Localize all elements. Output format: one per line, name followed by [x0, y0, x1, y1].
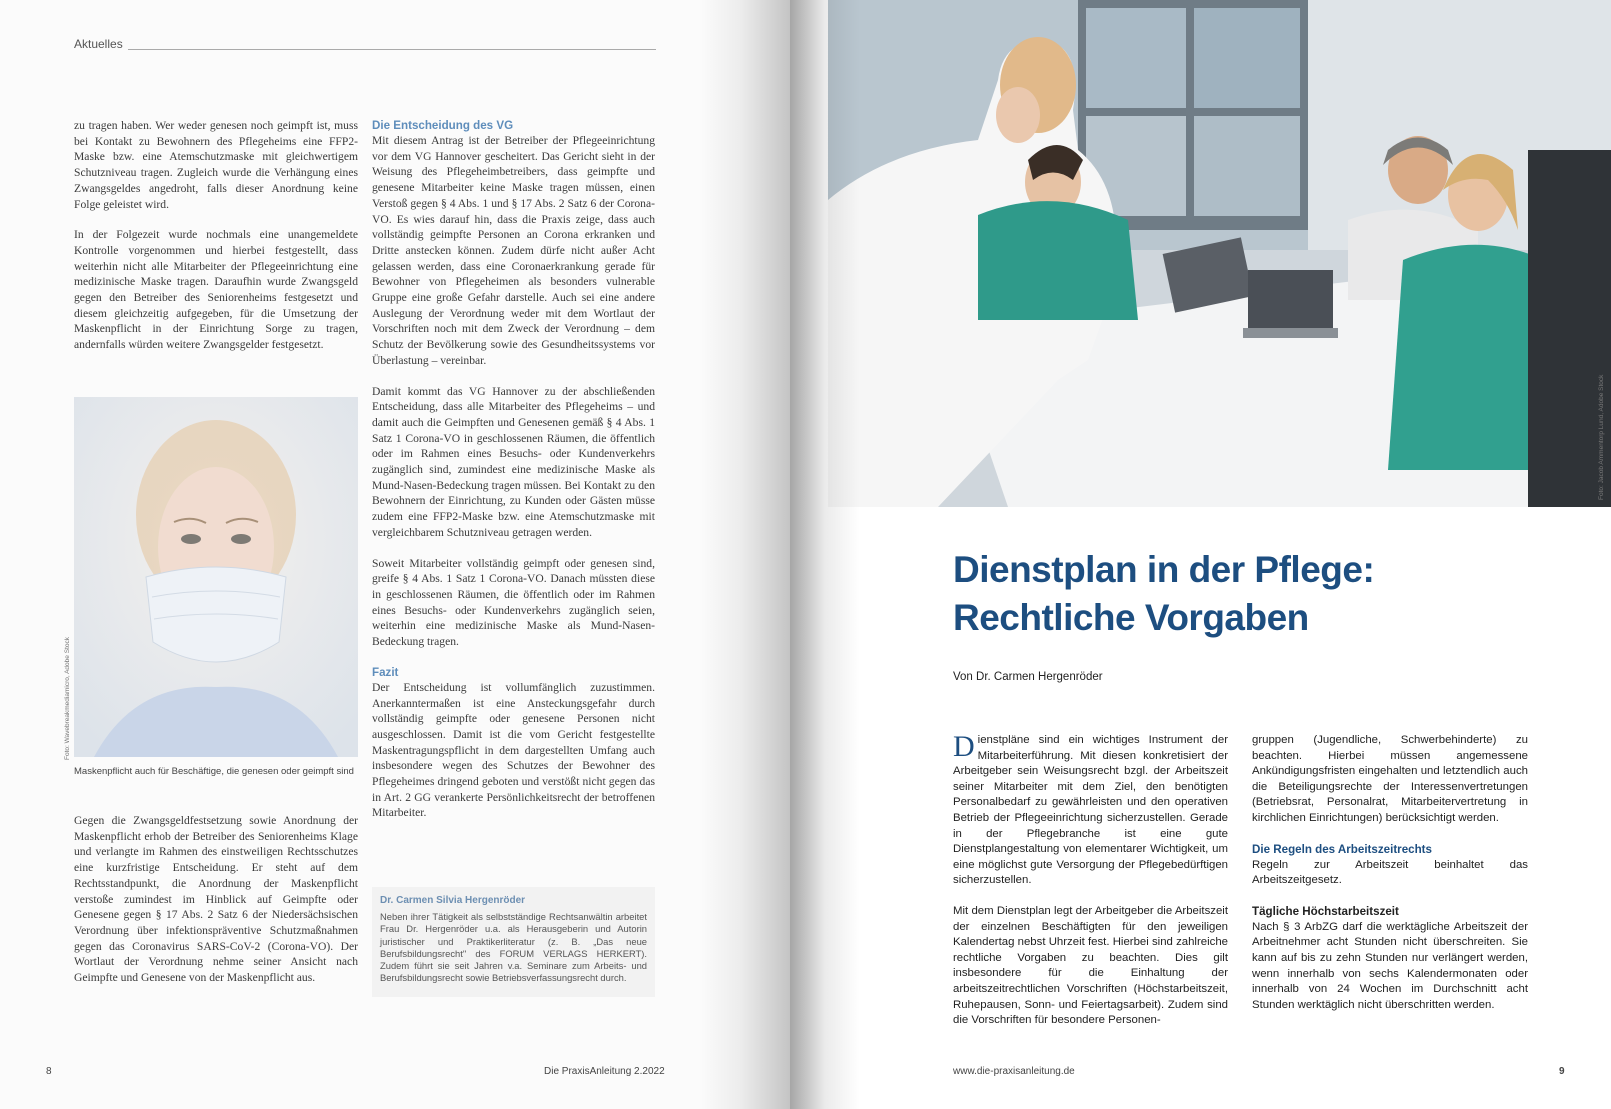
paragraph: Der Entscheidung ist vollumfänglich zuzustimmen. Anerkanntermaßen ist eine Ansteckungsgefahr durch vollständig geimpfte oder genesene Personen nicht ausgeschlossen. Damit ist die vom Gericht festgestellte Maskentragungspflicht in dem dargestellten Umfang auch insbesondere wegen des Schutzes der Bewohner des Pflegeheimes dringend geboten und verstößt nicht gegen das in Art. 2 GG verankerte Persönlichkeitsrecht der betroffenen Mitarbeiter.	[372, 680, 655, 820]
paragraph: zu tragen haben. Wer weder genesen noch geimpft ist, muss bei Kontakt zu Bewohnern des Pflegeheims eine FFP2-Maske bzw. eine Atemschutzmaske mit gleichwertigem Schutzniveau tragen. Zugleich wurde die Verhängung eines Zwangsgeldes angedroht, falls dieser Anordnung keine Folge geleistet wird.	[74, 119, 358, 211]
left-column-1-bottom	[74, 813, 358, 1001]
subheading: Die Entscheidung des VG	[372, 119, 514, 132]
subheading: Fazit	[372, 665, 399, 679]
subheading: Tägliche Höchstarbeitszeit	[1252, 904, 1399, 918]
paragraph: In der Folgezeit wurde nochmals eine unangemeldete Kontrolle vorgenommen und hierbei festgestellt, dass weiterhin nicht alle Mitarbeiter der Pflegeeinrichtung eine medizinische Maske tragen. Daraufhin wurde Zwangsgeld gegen den Betreiber des Seniorenheims festgesetzt und diesem gleichzeitig aufgegeben, für die Umsetzung der Maskenpflicht in der Einrichtung Sorge zu tragen, andernfalls würden weitere Zwangsgelder festgesetzt.	[74, 228, 358, 352]
article-title	[953, 546, 1374, 642]
author-bio-box	[372, 887, 655, 997]
header-rule	[128, 49, 656, 50]
subheading: Die Regeln des Arbeitszeitrechts	[1252, 842, 1432, 856]
paragraph: Damit kommt das VG Hannover zu der abschließenden Entscheidung, dass alle Mitarbeiter des Pflegeheims – und damit auch die Geimpften und Genesenen gemäß § 4 Abs. 1 Satz 1 Corona-VO in geschlossenen Räumen, die öffentlich oder im Rahmen eines Besuchs- oder Kundenverkehrs zugänglich sind, zumindest eine medizinische Maske als Mund-Nasen-Bedeckung tragen müssen. Bei Kontakt zu den Bewohnern der Einrichtung, zu Kunden oder Gästen müsse zudem eine FFP2-Maske bzw. eine Atemschutzmaske mit vergleichbarem Schutzniveau getragen werden.	[372, 384, 655, 539]
author-bio-text: Neben ihrer Tätigkeit als selbstständige Rechtsanwältin arbeitet Frau Dr. Hergenröder u.a. als Herausgeberin und Autorin juristischer und Praktikerliteratur (z. B. „Das neue Berufsbildungsrecht" des FORUM VERLAGS HERKERT). Zudem führt sie seit Jahren v.a. Seminare zum Arbeits- und Berufsbildungsrecht sowie Betriebsverfassungsrecht durch.	[380, 911, 647, 984]
right-column-2	[1252, 733, 1528, 1028]
left-column-1	[74, 118, 358, 368]
paragraph: Mit dem Dienstplan legt der Arbeitgeber die Arbeitszeit der einzelnen Beschäftigten für den jeweiligen Kalendertag nebst Uhrzeit fest. Hierbei sind zahlreiche rechtliche Vorgaben zu beachten. Dies gilt insbesondere für die Einhaltung der arbeitszeitrechtlichen Vorschriften (Höchstarbeitszeit, Ruhepausen, Sonn- und Feiertagsarbeit). Zudem sind die Vorschriften für besondere Personen-	[953, 904, 1228, 1027]
paragraph: Gegen die Zwangsgeldfestsetzung sowie Anordnung der Maskenpflicht erhob der Betreiber des Seniorenheims Klage und verlangte im Rahmen des einstweiligen Rechtsschutzes eine kurzfristige Entscheidung. Er steht auf dem Rechtsstandpunkt, die Anordnung der Maskenpflicht verstoße zumindest im Hinblick auf Geimpfte oder Genesene gegen § 17 Abs. 2 Satz 6 der Niedersächsischen Verordnung über infektionspräventive Schutzmaßnahmen gegen das Coronavirus SARS-CoV-2 (Corona-VO). Der Wortlaut der Verordnung nehme seiner Ansicht nach Geimpfte und Genesene von der Maskenpflicht aus.	[74, 814, 358, 985]
photo-credit: Foto: Jacob Ammentorp Lund, Adobe Stock	[1598, 374, 1605, 500]
paragraph: gruppen (Jugendliche, Schwerbehinderte) zu beachten. Hierbei müssen angemessene Ankündigungsfristen eingehalten und letztendlich auch die Beteiligungsrechte der Interessenvertretungen (Betriebsrat, Personalrat, Mitarbeitervertretung in kirchlichen Einrichtungen) berücksichtigt werden.	[1252, 734, 1528, 824]
right-column-1	[953, 730, 1228, 1044]
right-page	[790, 0, 1611, 1109]
paragraph: Regeln zur Arbeitszeit beinhaltet das Arbeitszeitgesetz.	[1252, 858, 1528, 887]
issue-label: Die PraxisAnleitung 2.2022	[544, 1066, 665, 1077]
drop-cap: D	[953, 730, 975, 763]
team-meeting-photo	[828, 0, 1611, 507]
nurse-mask-photo	[74, 397, 358, 757]
left-page	[0, 0, 790, 1109]
author-name: Dr. Carmen Silvia Hergenröder	[380, 895, 526, 906]
paragraph: Dienstpläne sind ein wichtiges Instrument der Mitarbeiterführung. Mit diesen konkretisiert der Arbeitgeber sein Weisungsrecht bzgl. der Arbeitszeit seiner Mitarbeiter mit dem Ziel, den benötigten Personalbedarf zu gewährleisten und den operativen Betrieb der Pflegeeinrichtung sicherzustellen. Gerade in der Pflegebranche ist eine gute Dienstplangestaltung von elementarer Wichtigkeit, um eine möglichst gute Versorgung der Pflegebedürftigen sicherzustellen.	[953, 730, 1228, 887]
website-link[interactable]: www.die-praxisanleitung.de	[953, 1066, 1075, 1077]
title-line-1: Dienstplan in der Pflege:	[953, 549, 1375, 590]
photo-caption: Maskenpflicht auch für Beschäftige, die genesen oder geimpft sind	[74, 766, 354, 777]
title-line-2: Rechtliche Vorgaben	[953, 597, 1309, 638]
left-column-2	[372, 118, 655, 836]
paragraph: Mit diesem Antrag ist der Betreiber der Pflegeeinrichtung vor dem VG Hannover gescheitert. Das Gericht sieht in der Weisung des Pflegeheimbetreibers, dass geimpfte und genesene Mitarbeiter keine Maske tragen müssen, einen Verstoß gegen § 4 Abs. 1 und § 17 Abs. 2 Satz 6 der Corona-VO. Es wies darauf hin, dass die Praxis zeige, dass auch vollständig geimpfte Personen an Corona erkranken und Dritte anstecken können. Zudem dürfe nicht außer Acht gelassen werden, dass eine Coronaerkrankung gerade für Bewohner von Pflegeheimen als besonders vulnerable Gruppe eine große Gefahr darstelle. Auch sei eine andere Auslegung der Verordnung weder mit dem Wortlaut der Vorschriften noch mit dem Zweck der Verordnung – dem Schutz der Bevölkerung sowie des Gesundheitssystems vor Überlastung – vereinbar.	[372, 134, 655, 367]
page-number: 8	[46, 1066, 52, 1077]
section-label: Aktuelles	[74, 37, 123, 51]
byline: Von Dr. Carmen Hergenröder	[953, 671, 1103, 683]
paragraph: Soweit Mitarbeiter vollständig geimpft oder genesen sind, greife § 4 Abs. 1 Satz 1 Corona-VO. Danach müssten diese in geschlossenen Räumen, die öffentlich oder im Rahmen eines Besuchs- oder Kundenverkehrs zugänglich seien, weiterhin eine medizinische Maske als Mund-Nasen-Bedeckung tragen.	[372, 556, 655, 649]
photo-credit: Foto: Wavebreakmediamicro, Adobe Stock	[64, 637, 71, 760]
page-number: 9	[1559, 1066, 1565, 1077]
paragraph: Nach § 3 ArbZG darf die werktägliche Arbeitszeit der Arbeitnehmer acht Stunden nicht überschreiten. Sie kann auf bis zu zehn Stunden nur verlängert werden, wenn innerhalb von sechs Kalendermonaten oder innerhalb von 24 Wochen im Durchschnitt acht Stunden werktäglich nicht überschritten werden.	[1252, 920, 1528, 1011]
